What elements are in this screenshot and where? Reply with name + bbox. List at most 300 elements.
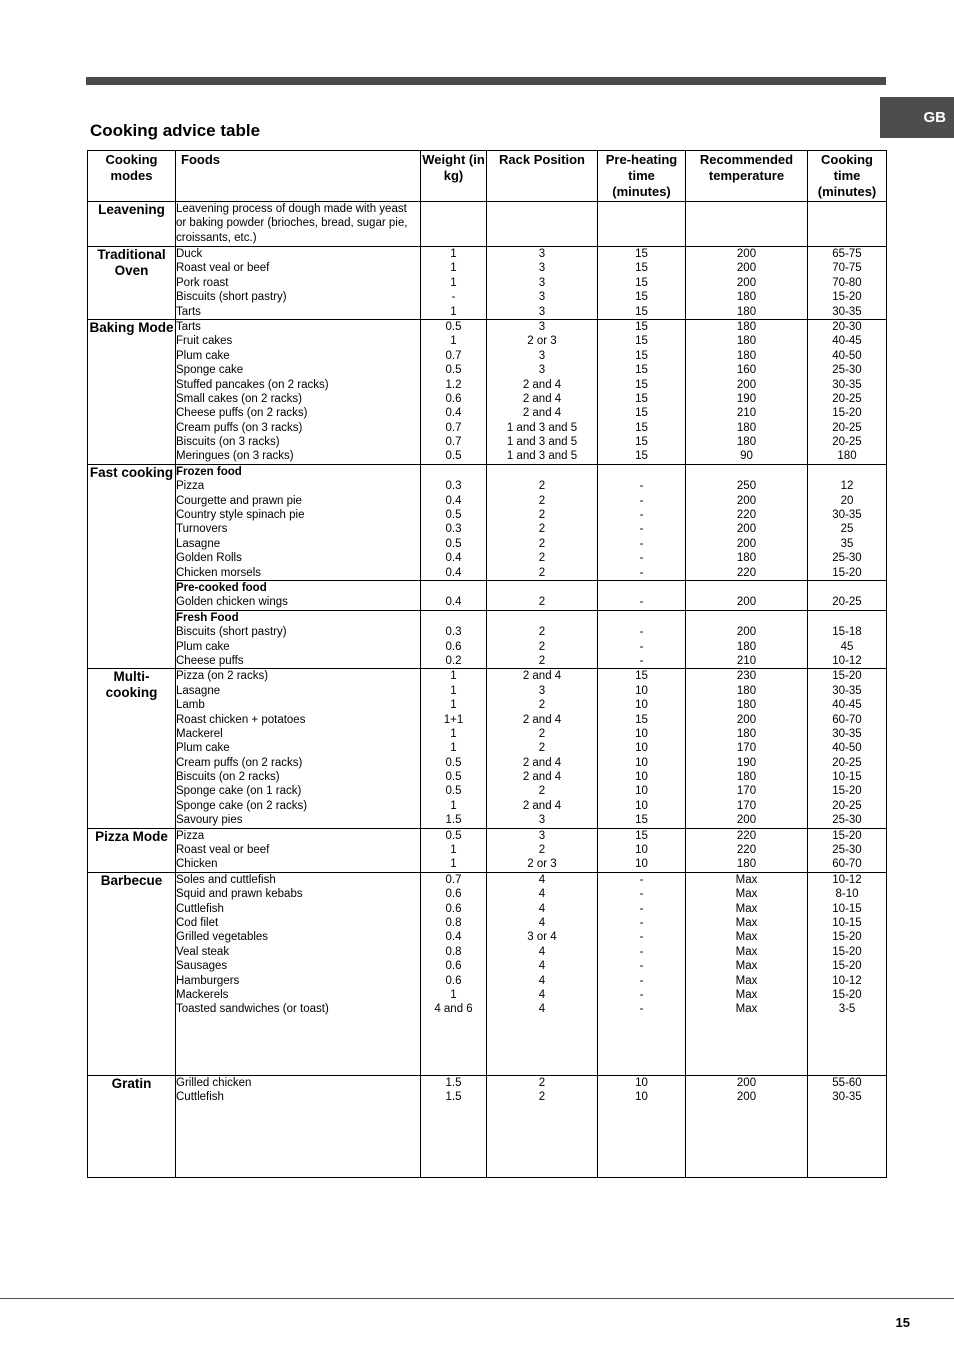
foods-cell — [176, 580, 421, 610]
temp-value: 180 — [736, 320, 757, 333]
rack-value: 3 — [538, 364, 546, 377]
foods-cell — [176, 872, 421, 1075]
mode-group-fast-frozen — [88, 464, 887, 580]
preheat-value: 15 — [635, 364, 648, 377]
preheat-cell — [598, 580, 686, 610]
food-name: Golden Rolls — [176, 552, 242, 565]
preheat-value: 15 — [635, 713, 648, 726]
preheat-value: 10 — [635, 858, 648, 871]
weight-value: 1+1 — [443, 713, 464, 726]
rack-value: 2 — [538, 640, 546, 653]
weight-value: 0.3 — [445, 626, 462, 639]
food-name: Hamburgers — [176, 974, 240, 987]
col-header-foods: Foods — [176, 151, 421, 202]
temp-value: 220 — [736, 509, 757, 522]
temp-value: 180 — [736, 335, 757, 348]
rack-value: 2 and 4 — [522, 713, 562, 726]
mode-group-fast-fresh — [88, 610, 887, 669]
rack-value: 2 — [538, 654, 546, 667]
preheat-value: - — [639, 523, 644, 536]
preheat-value: - — [639, 654, 644, 667]
rack-value: 3 — [538, 248, 546, 260]
weight-value: 1 — [450, 305, 457, 318]
rack-value: 4 — [538, 1003, 546, 1016]
weight-cell — [421, 828, 487, 872]
rack-value: 3 — [538, 291, 546, 304]
time-value: 40-50 — [832, 742, 862, 755]
time-value: 20-25 — [832, 596, 862, 609]
weight-value: 0.3 — [445, 480, 462, 493]
rack-value: 3 — [538, 305, 546, 318]
time-value: 10-12 — [832, 974, 862, 987]
food-name: Soles and cuttlefish — [176, 873, 276, 886]
rack-value: 3 — [538, 262, 546, 275]
rack-cell — [487, 1075, 598, 1177]
food-name: Roast chicken + potatoes — [176, 713, 306, 726]
rack-cell — [487, 464, 598, 580]
rack-value: 2 — [538, 1076, 546, 1089]
temp-value: 180 — [736, 699, 757, 712]
preheat-value: - — [639, 916, 644, 929]
weight-value: 0.8 — [445, 916, 462, 929]
preheat-value: 10 — [635, 684, 648, 697]
rack-value: 2 — [538, 566, 546, 579]
rack-value: 4 — [538, 888, 546, 901]
rack-value: 2 — [538, 742, 546, 755]
preheat-cell — [598, 828, 686, 872]
temp-value: 180 — [736, 727, 757, 740]
time-value: 30-35 — [832, 727, 862, 740]
rack-value: 2 — [538, 844, 546, 857]
foods-cell — [176, 319, 421, 464]
temp-cell — [686, 1075, 808, 1177]
preheat-value: 15 — [635, 421, 648, 434]
preheat-value: 10 — [635, 756, 648, 769]
weight-value: 1 — [450, 248, 457, 260]
time-value: 20-25 — [832, 392, 862, 405]
mode-group-traditional — [88, 247, 887, 320]
weight-value: 0.7 — [445, 349, 462, 362]
spacer — [808, 611, 886, 625]
weight-cell — [421, 580, 487, 610]
preheat-cell — [598, 872, 686, 1075]
preheat-value: - — [639, 945, 644, 958]
weight-value: 0.7 — [445, 436, 462, 449]
rack-value: 2 — [538, 523, 546, 536]
time-value: 15-20 — [832, 931, 862, 944]
temp-cell — [686, 872, 808, 1075]
food-name: Cheese puffs (on 2 racks) — [176, 407, 308, 420]
food-name: Plum cake — [176, 742, 230, 755]
spacer — [487, 581, 597, 595]
rack-value: 4 — [538, 945, 546, 958]
preheat-value: 15 — [635, 349, 648, 362]
food-name: Roast veal or beef — [176, 844, 270, 857]
preheat-value: - — [639, 494, 644, 507]
preheat-value: 10 — [635, 727, 648, 740]
temp-value: Max — [735, 873, 758, 886]
time-cell — [808, 1075, 887, 1177]
time-cell — [808, 464, 887, 580]
spacer — [421, 611, 486, 625]
preheat-value: - — [639, 988, 644, 1001]
time-value: 45 — [840, 640, 854, 653]
preheat-value: - — [639, 640, 644, 653]
weight-value: 0.6 — [445, 392, 462, 405]
rack-value: 3 — [538, 276, 546, 289]
rack-value: 2 and 4 — [522, 771, 562, 784]
rack-cell — [487, 872, 598, 1075]
temp-value: Max — [735, 945, 758, 958]
time-value: 15-20 — [832, 988, 862, 1001]
temp-value: Max — [735, 960, 758, 973]
weight-cell — [421, 464, 487, 580]
mode-label-barbecue: Barbecue — [88, 872, 176, 1075]
preheat-value: 15 — [635, 378, 648, 391]
weight-cell — [421, 247, 487, 320]
rack-value: 2 and 4 — [522, 392, 562, 405]
weight-cell — [421, 610, 487, 669]
food-name: Grilled vegetables — [176, 931, 269, 944]
mode-label-pizza: Pizza Mode — [88, 828, 176, 872]
food-name: Veal steak — [176, 945, 230, 958]
foods-cell — [176, 828, 421, 872]
food-name: Lamb — [176, 699, 205, 712]
spacer — [421, 465, 486, 479]
temp-cell — [686, 464, 808, 580]
rack-value: 3 — [538, 829, 546, 842]
language-tab: GB — [880, 97, 954, 138]
temp-value: 200 — [736, 378, 757, 391]
col-header-preheat: Pre-heating time (minutes) — [598, 151, 686, 202]
time-value: 30-35 — [832, 684, 862, 697]
food-name: Small cakes (on 2 racks) — [176, 392, 302, 405]
preheat-value: - — [639, 931, 644, 944]
rack-value: 2 or 3 — [527, 858, 557, 871]
temp-cell — [686, 828, 808, 872]
preheat-value: 10 — [635, 771, 648, 784]
food-name: Chicken — [176, 858, 218, 871]
foods-cell — [176, 1075, 421, 1177]
time-value: 15-20 — [832, 670, 862, 683]
preheat-value: 10 — [635, 844, 648, 857]
weight-value: 0.4 — [445, 494, 462, 507]
temp-cell — [686, 580, 808, 610]
weight-value: 0.7 — [445, 873, 462, 886]
preheat-value: 15 — [635, 392, 648, 405]
temp-value: Max — [735, 888, 758, 901]
rack-value: 2 — [538, 785, 546, 798]
top-rule — [86, 77, 886, 85]
food-name: Stuffed pancakes (on 2 racks) — [176, 378, 329, 391]
leavening-description: Leavening process of dough made with yeast or baking powder (brioches, bread, sugar pie, croissants, etc.) — [176, 202, 421, 247]
weight-value: 0.5 — [445, 785, 462, 798]
food-name: Sponge cake (on 1 rack) — [176, 785, 302, 798]
preheat-cell — [598, 610, 686, 669]
time-value: 25-30 — [832, 552, 862, 565]
weight-value: 1 — [450, 684, 457, 697]
weight-value: 1 — [450, 670, 457, 683]
weight-value: 1 — [450, 335, 457, 348]
temp-value: 220 — [736, 844, 757, 857]
rack-value: 1 and 3 and 5 — [506, 421, 578, 434]
temp-cell — [686, 610, 808, 669]
temp-cell — [686, 247, 808, 320]
rack-value: 2 — [538, 727, 546, 740]
time-value: 65-75 — [832, 248, 862, 260]
preheat-cell — [598, 1075, 686, 1177]
time-value: 20-25 — [832, 421, 862, 434]
time-value: 20-25 — [832, 436, 862, 449]
weight-value: 0.6 — [445, 888, 462, 901]
preheat-cell — [598, 669, 686, 828]
temp-value: 190 — [736, 756, 757, 769]
time-value: 10-15 — [832, 771, 862, 784]
weight-value: 0.4 — [445, 552, 462, 565]
foods-cell — [176, 247, 421, 320]
preheat-value: 10 — [635, 1076, 648, 1089]
mode-group-multi — [88, 669, 887, 828]
weight-value: 0.3 — [445, 523, 462, 536]
time-value: 30-35 — [832, 378, 862, 391]
food-name: Cream puffs (on 2 racks) — [176, 756, 303, 769]
rack-cell — [487, 247, 598, 320]
preheat-value: - — [639, 566, 644, 579]
temp-value: 180 — [736, 305, 757, 318]
rack-value: 2 — [538, 699, 546, 712]
rack-cell — [487, 580, 598, 610]
time-cell — [808, 580, 887, 610]
weight-value: 0.8 — [445, 945, 462, 958]
preheat-cell — [598, 319, 686, 464]
time-value: 180 — [837, 450, 857, 463]
weight-value: 1 — [450, 858, 457, 871]
temp-value: 180 — [736, 436, 757, 449]
temp-value: 220 — [736, 566, 757, 579]
temp-value: 180 — [736, 640, 757, 653]
food-name: Toasted sandwiches (or toast) — [176, 1003, 329, 1016]
mode-group-barbecue — [88, 872, 887, 1075]
weight-cell — [421, 669, 487, 828]
temp-value: 170 — [736, 742, 757, 755]
temp-value: 200 — [736, 494, 757, 507]
temp-value: 200 — [736, 523, 757, 536]
weight-value: 1 — [450, 988, 457, 1001]
time-value: 30-35 — [832, 305, 862, 318]
temp-value: 200 — [736, 1091, 757, 1104]
weight-cell — [421, 1075, 487, 1177]
preheat-value: 15 — [635, 262, 648, 275]
rack-value: 2 — [538, 537, 546, 550]
section-heading: Frozen food — [176, 465, 242, 478]
weight-value: 0.6 — [445, 902, 462, 915]
mode-label-gratin: Gratin — [88, 1075, 176, 1177]
rack-value: 3 — [538, 320, 546, 333]
temp-cell — [686, 319, 808, 464]
time-value: 15-20 — [832, 291, 862, 304]
preheat-value: 15 — [635, 248, 648, 260]
temp-value: 230 — [736, 670, 757, 683]
time-value: 70-80 — [832, 276, 862, 289]
food-name: Cod filet — [176, 916, 219, 929]
weight-value: 0.4 — [445, 596, 462, 609]
time-value: 20-25 — [832, 799, 862, 812]
time-value: 20 — [840, 494, 854, 507]
preheat-value: 15 — [635, 291, 648, 304]
rack-value: 2 — [538, 1091, 546, 1104]
temp-value: Max — [735, 988, 758, 1001]
weight-value: 1.5 — [445, 814, 462, 827]
rack-value: 2 — [538, 494, 546, 507]
rack-value: 2 — [538, 480, 546, 493]
temp-value: 200 — [736, 276, 757, 289]
bottom-rule — [0, 1298, 954, 1299]
food-name: Pork roast — [176, 276, 229, 289]
time-value: 25-30 — [832, 814, 862, 827]
rack-value: 2 and 4 — [522, 670, 562, 683]
weight-value: 0.4 — [445, 931, 462, 944]
food-name: Plum cake — [176, 349, 230, 362]
time-value: 12 — [840, 480, 854, 493]
time-value: 8-10 — [835, 888, 859, 901]
mode-group-baking — [88, 319, 887, 464]
rack-value: 4 — [538, 916, 546, 929]
temp-value: Max — [735, 916, 758, 929]
food-name: Biscuits (on 3 racks) — [176, 436, 280, 449]
food-name: Courgette and prawn pie — [176, 494, 302, 507]
time-cell — [808, 669, 887, 828]
time-value: 15-20 — [832, 945, 862, 958]
preheat-value: - — [639, 480, 644, 493]
time-value: 60-70 — [832, 858, 862, 871]
weight-cell — [421, 872, 487, 1075]
food-name: Lasagne — [176, 684, 221, 697]
time-value: 15-20 — [832, 960, 862, 973]
table-header-row — [88, 151, 887, 202]
weight-value: 0.5 — [445, 771, 462, 784]
temp-value: 170 — [736, 799, 757, 812]
time-value: 3-5 — [838, 1003, 856, 1016]
weight-cell — [421, 319, 487, 464]
weight-value: 0.5 — [445, 756, 462, 769]
weight-value: 0.5 — [445, 320, 462, 333]
mode-group-leavening — [88, 202, 887, 247]
preheat-value: - — [639, 960, 644, 973]
time-value: 70-75 — [832, 262, 862, 275]
col-header-rack: Rack Position — [487, 151, 598, 202]
preheat-value: 15 — [635, 670, 648, 683]
preheat-value: 15 — [635, 407, 648, 420]
weight-value: 0.5 — [445, 364, 462, 377]
col-header-weight: Weight (in kg) — [421, 151, 487, 202]
weight-value: - — [451, 291, 456, 304]
rack-cell — [487, 319, 598, 464]
rack-value: 3 — [538, 814, 546, 827]
spacer — [598, 611, 685, 625]
weight-value: 0.6 — [445, 974, 462, 987]
weight-value: 1 — [450, 727, 457, 740]
mode-group-pizza — [88, 828, 887, 872]
preheat-value: 15 — [635, 829, 648, 842]
time-cell — [808, 872, 887, 1075]
rack-value: 2 and 4 — [522, 378, 562, 391]
spacer — [686, 465, 807, 479]
food-name: Savoury pies — [176, 814, 243, 827]
food-name: Sponge cake (on 2 racks) — [176, 799, 308, 812]
rack-value: 3 or 4 — [527, 931, 557, 944]
preheat-value: - — [639, 509, 644, 522]
rack-value: 2 and 4 — [522, 756, 562, 769]
mode-label-traditional: Traditional Oven — [88, 247, 176, 320]
time-value: 25-30 — [832, 844, 862, 857]
temp-value: 180 — [736, 771, 757, 784]
empty-cell — [686, 202, 808, 247]
time-cell — [808, 828, 887, 872]
weight-value: 0.2 — [445, 654, 462, 667]
temp-value: 200 — [736, 814, 757, 827]
time-value: 15-20 — [832, 829, 862, 842]
food-name: Turnovers — [176, 523, 228, 536]
rack-value: 3 — [538, 349, 546, 362]
food-name: Roast veal or beef — [176, 262, 270, 275]
temp-value: 210 — [736, 654, 757, 667]
food-name: Pizza — [176, 829, 205, 842]
time-value: 15-20 — [832, 566, 862, 579]
spacer — [487, 465, 597, 479]
food-name: Tarts — [176, 320, 201, 333]
empty-cell — [808, 202, 887, 247]
rack-value: 4 — [538, 988, 546, 1001]
preheat-value: 15 — [635, 320, 648, 333]
spacer — [421, 581, 486, 595]
section-heading: Pre-cooked food — [176, 581, 267, 594]
food-name: Squid and prawn kebabs — [176, 888, 303, 901]
mode-group-fast-precooked — [88, 580, 887, 610]
time-value: 20-25 — [832, 756, 862, 769]
temp-value: 180 — [736, 858, 757, 871]
time-value: 60-70 — [832, 713, 862, 726]
weight-value: 1 — [450, 699, 457, 712]
temp-value: Max — [735, 931, 758, 944]
foods-cell — [176, 669, 421, 828]
rack-value: 4 — [538, 873, 546, 886]
empty-cell — [487, 202, 598, 247]
time-value: 40-50 — [832, 349, 862, 362]
temp-value: 200 — [736, 713, 757, 726]
foods-cell — [176, 610, 421, 669]
time-value: 30-35 — [832, 509, 862, 522]
empty-cell — [421, 202, 487, 247]
page-title: Cooking advice table — [90, 121, 261, 140]
time-value: 30-35 — [832, 1091, 862, 1104]
rack-value: 4 — [538, 902, 546, 915]
spacer — [686, 611, 807, 625]
rack-value: 2 — [538, 552, 546, 565]
food-name: Cheese puffs — [176, 654, 244, 667]
preheat-value: - — [639, 552, 644, 565]
food-name: Biscuits (short pastry) — [176, 626, 287, 639]
weight-value: 0.5 — [445, 509, 462, 522]
weight-value: 0.4 — [445, 407, 462, 420]
food-name: Chicken morsels — [176, 566, 261, 579]
mode-label-baking: Baking Mode — [88, 319, 176, 464]
rack-cell — [487, 828, 598, 872]
section-heading: Fresh Food — [176, 611, 239, 624]
col-header-temp: Recommended temperature — [686, 151, 808, 202]
temp-value: 170 — [736, 785, 757, 798]
temp-value: 200 — [736, 262, 757, 275]
rack-value: 4 — [538, 960, 546, 973]
